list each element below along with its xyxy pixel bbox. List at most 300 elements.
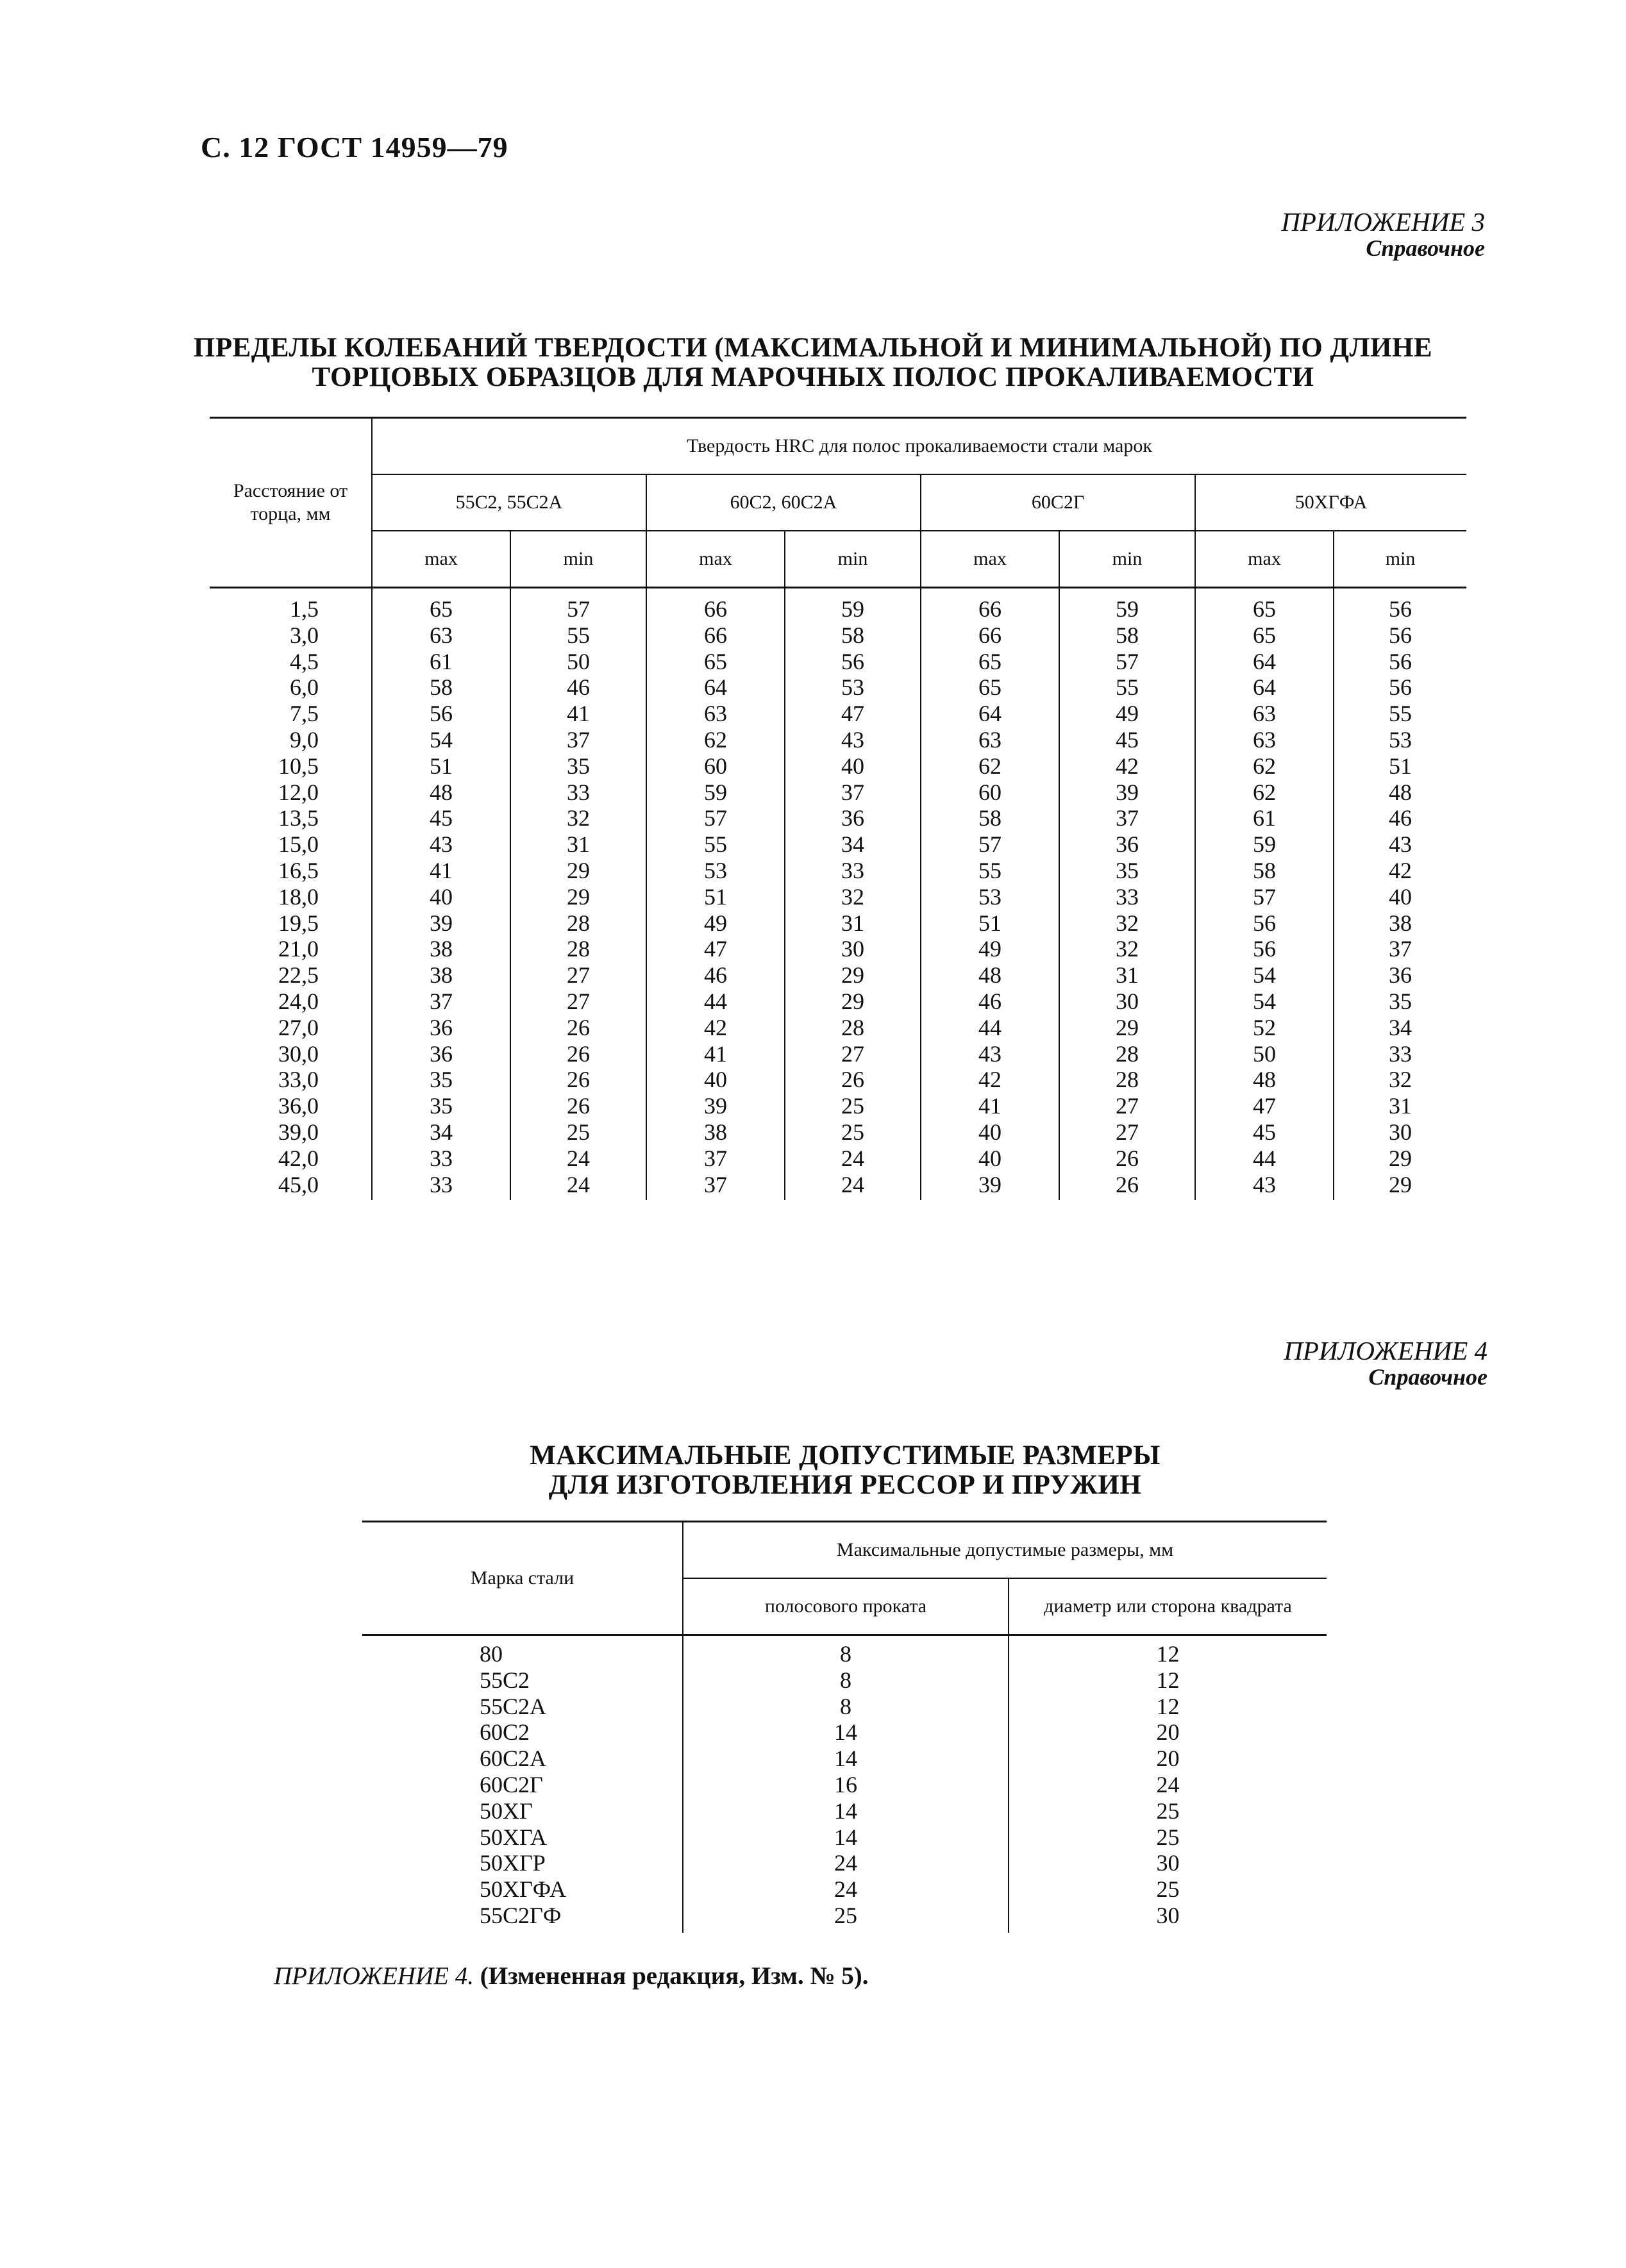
- max-cell: 52: [1195, 1015, 1334, 1041]
- max-cell: 37: [372, 988, 510, 1015]
- min-cell: 42: [1334, 858, 1466, 884]
- min-cell: 33: [1059, 884, 1195, 910]
- table-row: [210, 780, 1466, 806]
- max-cell: 41: [646, 1041, 785, 1067]
- max-cell: 62: [646, 727, 785, 753]
- distance-cell: 36,0: [278, 1093, 319, 1119]
- min-cell: 56: [1334, 674, 1466, 701]
- distance-cell: 7,5: [290, 701, 319, 727]
- table-row: [210, 753, 1466, 780]
- min-cell: 24: [785, 1172, 921, 1201]
- max-cell: 63: [921, 727, 1059, 753]
- max-cell: 58: [1195, 858, 1334, 884]
- min-cell: 27: [510, 962, 646, 988]
- distance-cell: 45,0: [278, 1171, 319, 1197]
- max-cell: 42: [921, 1067, 1059, 1093]
- diameter-size-cell: 20: [1009, 1719, 1327, 1746]
- min-cell: 37: [785, 780, 921, 806]
- min-cell: 56: [1334, 649, 1466, 675]
- max-header: max: [646, 531, 785, 588]
- max-cell: 66: [646, 588, 785, 622]
- table-row: [210, 831, 1466, 858]
- table-row: [210, 884, 1466, 910]
- min-cell: 42: [1059, 753, 1195, 780]
- max-cell: 64: [1195, 674, 1334, 701]
- max-cell: 62: [921, 753, 1059, 780]
- table-row: [362, 1798, 1327, 1824]
- max-cell: 61: [1195, 805, 1334, 831]
- max-cell: 65: [921, 649, 1059, 675]
- table-row: [210, 962, 1466, 988]
- min-cell: 32: [1059, 936, 1195, 962]
- max-cell: 46: [921, 988, 1059, 1015]
- distance-cell: 4,5: [290, 648, 319, 674]
- diameter-size-cell: 20: [1009, 1746, 1327, 1772]
- max-cell: 56: [372, 701, 510, 727]
- table-row: [362, 1635, 1327, 1667]
- min-cell: 37: [1334, 936, 1466, 962]
- max-cell: 58: [921, 805, 1059, 831]
- hardness-table: [210, 417, 1466, 1200]
- strip-size-cell: 24: [683, 1850, 1009, 1876]
- min-cell: 45: [1059, 727, 1195, 753]
- steel-grade-cell: 50ХГФА: [480, 1876, 566, 1903]
- max-cell: 54: [1195, 962, 1334, 988]
- min-cell: 35: [1059, 858, 1195, 884]
- min-cell: 27: [510, 988, 646, 1015]
- max-cell: 53: [646, 858, 785, 884]
- max-cell: 53: [921, 884, 1059, 910]
- max-cell: 40: [921, 1119, 1059, 1146]
- min-cell: 25: [785, 1093, 921, 1119]
- max-cell: 43: [921, 1041, 1059, 1067]
- steel-grade-header: Марка стали: [362, 1522, 683, 1635]
- min-cell: 43: [785, 727, 921, 753]
- max-cell: 44: [1195, 1146, 1334, 1172]
- max-cell: 55: [646, 831, 785, 858]
- max-cell: 61: [372, 649, 510, 675]
- min-cell: 55: [1059, 674, 1195, 701]
- max-cell: 35: [372, 1067, 510, 1093]
- max-sizes-table: [362, 1521, 1327, 1933]
- max-header: max: [1195, 531, 1334, 588]
- min-cell: 26: [510, 1015, 646, 1041]
- table-row: [210, 936, 1466, 962]
- diameter-size-cell: 24: [1009, 1772, 1327, 1798]
- table-row: [210, 1172, 1466, 1201]
- min-cell: 29: [1059, 1015, 1195, 1041]
- distance-cell: 10,5: [278, 753, 319, 779]
- strip-size-cell: 14: [683, 1824, 1009, 1851]
- table-row: [362, 1850, 1327, 1876]
- distance-cell: 42,0: [278, 1145, 319, 1171]
- max-cell: 35: [372, 1093, 510, 1119]
- distance-cell: 30,0: [278, 1040, 319, 1067]
- diameter-size-cell: 30: [1009, 1850, 1327, 1876]
- min-cell: 26: [1059, 1146, 1195, 1172]
- table-row: [362, 1876, 1327, 1903]
- max-cell: 41: [921, 1093, 1059, 1119]
- max-cell: 43: [1195, 1172, 1334, 1201]
- appendix-3-title: [0, 333, 1626, 392]
- diameter-size-cell: 12: [1009, 1694, 1327, 1720]
- appendix-3-title-line2: ТОРЦОВЫХ ОБРАЗЦОВ ДЛЯ МАРОЧНЫХ ПОЛОС ПРОКАЛИВАЕМОСТИ: [312, 362, 1314, 392]
- strip-size-cell: 14: [683, 1746, 1009, 1772]
- footnote-appendix-ref: ПРИЛОЖЕНИЕ 4.: [274, 1962, 474, 1990]
- distance-cell: 1,5: [290, 596, 319, 622]
- min-cell: 33: [785, 858, 921, 884]
- min-cell: 25: [510, 1119, 646, 1146]
- steel-grade-cell: 60С2Г: [480, 1771, 543, 1797]
- strip-size-cell: 14: [683, 1719, 1009, 1746]
- min-cell: 53: [785, 674, 921, 701]
- min-cell: 58: [785, 622, 921, 649]
- appendix-4-title: [0, 1441, 1626, 1500]
- min-cell: 30: [785, 936, 921, 962]
- min-cell: 28: [510, 936, 646, 962]
- max-cell: 39: [921, 1172, 1059, 1201]
- min-cell: 25: [785, 1119, 921, 1146]
- max-cell: 39: [646, 1093, 785, 1119]
- table-row: [210, 910, 1466, 937]
- max-cell: 42: [646, 1015, 785, 1041]
- max-cell: 51: [921, 910, 1059, 937]
- min-cell: 59: [785, 588, 921, 622]
- max-header: max: [372, 531, 510, 588]
- min-cell: 32: [510, 805, 646, 831]
- min-cell: 34: [785, 831, 921, 858]
- max-cell: 44: [646, 988, 785, 1015]
- distance-cell: 16,5: [278, 857, 319, 883]
- max-cell: 54: [1195, 988, 1334, 1015]
- steel-grade-cell: 80: [480, 1641, 503, 1667]
- table-row: [210, 674, 1466, 701]
- max-cell: 39: [372, 910, 510, 937]
- max-cell: 45: [1195, 1119, 1334, 1146]
- distance-cell: 15,0: [278, 831, 319, 858]
- max-cell: 33: [372, 1146, 510, 1172]
- strip-size-cell: 14: [683, 1798, 1009, 1824]
- max-cell: 43: [372, 831, 510, 858]
- max-cell: 56: [1195, 936, 1334, 962]
- max-cell: 64: [646, 674, 785, 701]
- footnote-amendment: (Измененная редакция, Изм. № 5).: [473, 1962, 869, 1990]
- min-cell: 32: [1059, 910, 1195, 937]
- max-cell: 66: [921, 588, 1059, 622]
- min-cell: 30: [1334, 1119, 1466, 1146]
- max-cell: 40: [646, 1067, 785, 1093]
- table-row: [362, 1719, 1327, 1746]
- max-cell: 66: [921, 622, 1059, 649]
- min-cell: 28: [510, 910, 646, 937]
- min-cell: 56: [1334, 588, 1466, 622]
- min-cell: 58: [1059, 622, 1195, 649]
- min-cell: 32: [785, 884, 921, 910]
- min-cell: 36: [785, 805, 921, 831]
- min-cell: 26: [510, 1041, 646, 1067]
- table-row: [210, 988, 1466, 1015]
- min-cell: 48: [1334, 780, 1466, 806]
- distance-cell: 22,5: [278, 962, 319, 988]
- min-cell: 56: [1334, 622, 1466, 649]
- distance-header: Расстояние от торца, мм: [210, 418, 372, 588]
- strip-size-cell: 8: [683, 1635, 1009, 1667]
- min-cell: 46: [510, 674, 646, 701]
- min-cell: 59: [1059, 588, 1195, 622]
- table-row: [210, 1041, 1466, 1067]
- min-cell: 57: [510, 588, 646, 622]
- max-cell: 65: [1195, 622, 1334, 649]
- max-cell: 34: [372, 1119, 510, 1146]
- min-cell: 32: [1334, 1067, 1466, 1093]
- max-cell: 38: [372, 962, 510, 988]
- table-row: [362, 1694, 1327, 1720]
- max-cell: 33: [372, 1172, 510, 1201]
- min-cell: 40: [1334, 884, 1466, 910]
- max-cell: 66: [646, 622, 785, 649]
- max-cell: 58: [372, 674, 510, 701]
- diameter-header: диаметр или сторона квадрата: [1009, 1578, 1327, 1635]
- min-cell: 36: [1059, 831, 1195, 858]
- max-cell: 60: [646, 753, 785, 780]
- table-row: [362, 1824, 1327, 1851]
- max-cell: 45: [372, 805, 510, 831]
- min-cell: 24: [510, 1146, 646, 1172]
- min-header: min: [785, 531, 921, 588]
- table-row: [210, 1015, 1466, 1041]
- table-row: [210, 805, 1466, 831]
- max-cell: 63: [646, 701, 785, 727]
- footnote: [274, 1962, 869, 1990]
- max-cell: 59: [646, 780, 785, 806]
- max-cell: 65: [1195, 588, 1334, 622]
- max-cell: 38: [372, 936, 510, 962]
- table-row: [362, 1746, 1327, 1772]
- strip-size-cell: 16: [683, 1772, 1009, 1798]
- distance-cell: 3,0: [290, 622, 319, 648]
- table-row: [210, 1067, 1466, 1093]
- table-row: [210, 858, 1466, 884]
- max-cell: 55: [921, 858, 1059, 884]
- appendix-3-title-line1: ПРЕДЕЛЫ КОЛЕБАНИЙ ТВЕРДОСТИ (МАКСИМАЛЬНОЙ И МИНИМАЛЬНОЙ) ПО ДЛИНЕ: [193, 333, 1433, 363]
- max-cell: 48: [372, 780, 510, 806]
- table-row: [210, 1146, 1466, 1172]
- min-cell: 29: [1334, 1146, 1466, 1172]
- max-cell: 49: [646, 910, 785, 937]
- max-cell: 46: [646, 962, 785, 988]
- appendix-4-title-line2: ДЛЯ ИЗГОТОВЛЕНИЯ РЕССОР И ПРУЖИН: [548, 1470, 1142, 1500]
- min-cell: 43: [1334, 831, 1466, 858]
- max-cell: 56: [1195, 910, 1334, 937]
- max-cell: 65: [372, 588, 510, 622]
- min-cell: 41: [510, 701, 646, 727]
- steel-grade-cell: 55С2ГФ: [480, 1902, 562, 1928]
- max-cell: 65: [646, 649, 785, 675]
- distance-cell: 13,5: [278, 805, 319, 831]
- max-cell: 48: [921, 962, 1059, 988]
- steel-grade-cell: 50ХГ: [480, 1797, 533, 1824]
- min-cell: 39: [1059, 780, 1195, 806]
- distance-cell: 39,0: [278, 1119, 319, 1145]
- min-cell: 56: [785, 649, 921, 675]
- min-cell: 36: [1334, 962, 1466, 988]
- distance-cell: 19,5: [278, 910, 319, 936]
- max-cell: 51: [372, 753, 510, 780]
- max-cell: 40: [372, 884, 510, 910]
- min-cell: 31: [510, 831, 646, 858]
- max-cell: 64: [921, 701, 1059, 727]
- min-cell: 26: [510, 1093, 646, 1119]
- min-cell: 35: [1334, 988, 1466, 1015]
- table-row: [362, 1772, 1327, 1798]
- distance-cell: 6,0: [290, 674, 319, 701]
- max-cell: 50: [1195, 1041, 1334, 1067]
- min-cell: 49: [1059, 701, 1195, 727]
- min-cell: 31: [1334, 1093, 1466, 1119]
- min-cell: 51: [1334, 753, 1466, 780]
- table-row: [210, 588, 1466, 622]
- max-cell: 41: [372, 858, 510, 884]
- steel-grade-cell: 60С2А: [480, 1746, 547, 1772]
- max-cell: 49: [921, 936, 1059, 962]
- appendix-3-sublabel: Справочное: [1366, 235, 1485, 261]
- min-header: min: [1334, 531, 1466, 588]
- brand-header: 60С2, 60С2А: [646, 474, 921, 531]
- min-cell: 26: [510, 1067, 646, 1093]
- appendix-3-label: ПРИЛОЖЕНИЕ 3: [1281, 207, 1485, 237]
- appendix-4-title-line1: МАКСИМАЛЬНЫЕ ДОПУСТИМЫЕ РАЗМЕРЫ: [530, 1440, 1161, 1471]
- max-cell: 60: [921, 780, 1059, 806]
- min-cell: 37: [510, 727, 646, 753]
- diameter-size-cell: 30: [1009, 1903, 1327, 1933]
- max-cell: 63: [1195, 701, 1334, 727]
- table-row: [362, 1903, 1327, 1933]
- min-cell: 31: [1059, 962, 1195, 988]
- table-row: [210, 727, 1466, 753]
- diameter-size-cell: 25: [1009, 1824, 1327, 1851]
- page-header: С. 12 ГОСТ 14959—79: [201, 131, 508, 163]
- distance-cell: 12,0: [278, 779, 319, 805]
- min-cell: 47: [785, 701, 921, 727]
- brand-header: 60С2Г: [921, 474, 1195, 531]
- max-cell: 40: [921, 1146, 1059, 1172]
- distance-cell: 27,0: [278, 1014, 319, 1040]
- min-cell: 57: [1059, 649, 1195, 675]
- max-sizes-group-header: Максимальные допустимые размеры, мм: [683, 1522, 1327, 1579]
- steel-grade-cell: 50ХГА: [480, 1824, 547, 1850]
- min-cell: 28: [1059, 1067, 1195, 1093]
- min-cell: 38: [1334, 910, 1466, 937]
- max-cell: 36: [372, 1041, 510, 1067]
- min-cell: 29: [510, 858, 646, 884]
- min-cell: 27: [785, 1041, 921, 1067]
- min-cell: 55: [510, 622, 646, 649]
- max-cell: 63: [372, 622, 510, 649]
- min-cell: 26: [1059, 1172, 1195, 1201]
- min-cell: 55: [1334, 701, 1466, 727]
- max-cell: 62: [1195, 753, 1334, 780]
- max-cell: 64: [1195, 649, 1334, 675]
- table-row: [362, 1667, 1327, 1694]
- strip-size-cell: 8: [683, 1667, 1009, 1694]
- min-cell: 29: [785, 962, 921, 988]
- min-cell: 37: [1059, 805, 1195, 831]
- max-cell: 37: [646, 1146, 785, 1172]
- min-cell: 29: [1334, 1172, 1466, 1201]
- max-header: max: [921, 531, 1059, 588]
- min-cell: 27: [1059, 1093, 1195, 1119]
- max-cell: 57: [921, 831, 1059, 858]
- hardness-group-header: Твердость HRC для полос прокаливаемости стали марок: [372, 418, 1466, 475]
- max-cell: 65: [921, 674, 1059, 701]
- steel-grade-cell: 55С2: [480, 1667, 530, 1693]
- max-cell: 59: [1195, 831, 1334, 858]
- max-cell: 62: [1195, 780, 1334, 806]
- max-cell: 44: [921, 1015, 1059, 1041]
- min-cell: 30: [1059, 988, 1195, 1015]
- table-row: [210, 1119, 1466, 1146]
- min-cell: 29: [510, 884, 646, 910]
- steel-grade-cell: 60С2: [480, 1719, 530, 1746]
- min-header: min: [510, 531, 646, 588]
- table-row: [210, 622, 1466, 649]
- max-cell: 37: [646, 1172, 785, 1201]
- min-cell: 35: [510, 753, 646, 780]
- max-cell: 47: [1195, 1093, 1334, 1119]
- min-cell: 33: [1334, 1041, 1466, 1067]
- min-cell: 28: [1059, 1041, 1195, 1067]
- max-cell: 36: [372, 1015, 510, 1041]
- min-cell: 33: [510, 780, 646, 806]
- diameter-size-cell: 25: [1009, 1798, 1327, 1824]
- table-row: [210, 649, 1466, 675]
- distance-cell: 9,0: [290, 726, 319, 753]
- strip-size-cell: 8: [683, 1694, 1009, 1720]
- min-cell: 50: [510, 649, 646, 675]
- appendix-4-sublabel: Справочное: [1368, 1364, 1488, 1390]
- appendix-4-label: ПРИЛОЖЕНИЕ 4: [1284, 1336, 1488, 1365]
- table-row: [210, 701, 1466, 727]
- distance-cell: 33,0: [278, 1067, 319, 1093]
- min-cell: 31: [785, 910, 921, 937]
- distance-cell: 18,0: [278, 883, 319, 910]
- max-cell: 63: [1195, 727, 1334, 753]
- strip-header: полосового проката: [683, 1578, 1009, 1635]
- max-cell: 38: [646, 1119, 785, 1146]
- max-cell: 54: [372, 727, 510, 753]
- min-cell: 27: [1059, 1119, 1195, 1146]
- distance-cell: 21,0: [278, 936, 319, 962]
- max-cell: 57: [646, 805, 785, 831]
- max-cell: 47: [646, 936, 785, 962]
- diameter-size-cell: 25: [1009, 1876, 1327, 1903]
- strip-size-cell: 25: [683, 1903, 1009, 1933]
- min-cell: 46: [1334, 805, 1466, 831]
- brand-header: 50ХГФА: [1195, 474, 1466, 531]
- max-cell: 48: [1195, 1067, 1334, 1093]
- steel-grade-cell: 55С2А: [480, 1693, 547, 1719]
- min-cell: 26: [785, 1067, 921, 1093]
- min-cell: 24: [510, 1172, 646, 1201]
- max-cell: 57: [1195, 884, 1334, 910]
- min-cell: 24: [785, 1146, 921, 1172]
- steel-grade-cell: 50ХГР: [480, 1850, 546, 1876]
- min-cell: 28: [785, 1015, 921, 1041]
- min-header: min: [1059, 531, 1195, 588]
- min-cell: 29: [785, 988, 921, 1015]
- brand-header: 55С2, 55С2А: [372, 474, 646, 531]
- diameter-size-cell: 12: [1009, 1667, 1327, 1694]
